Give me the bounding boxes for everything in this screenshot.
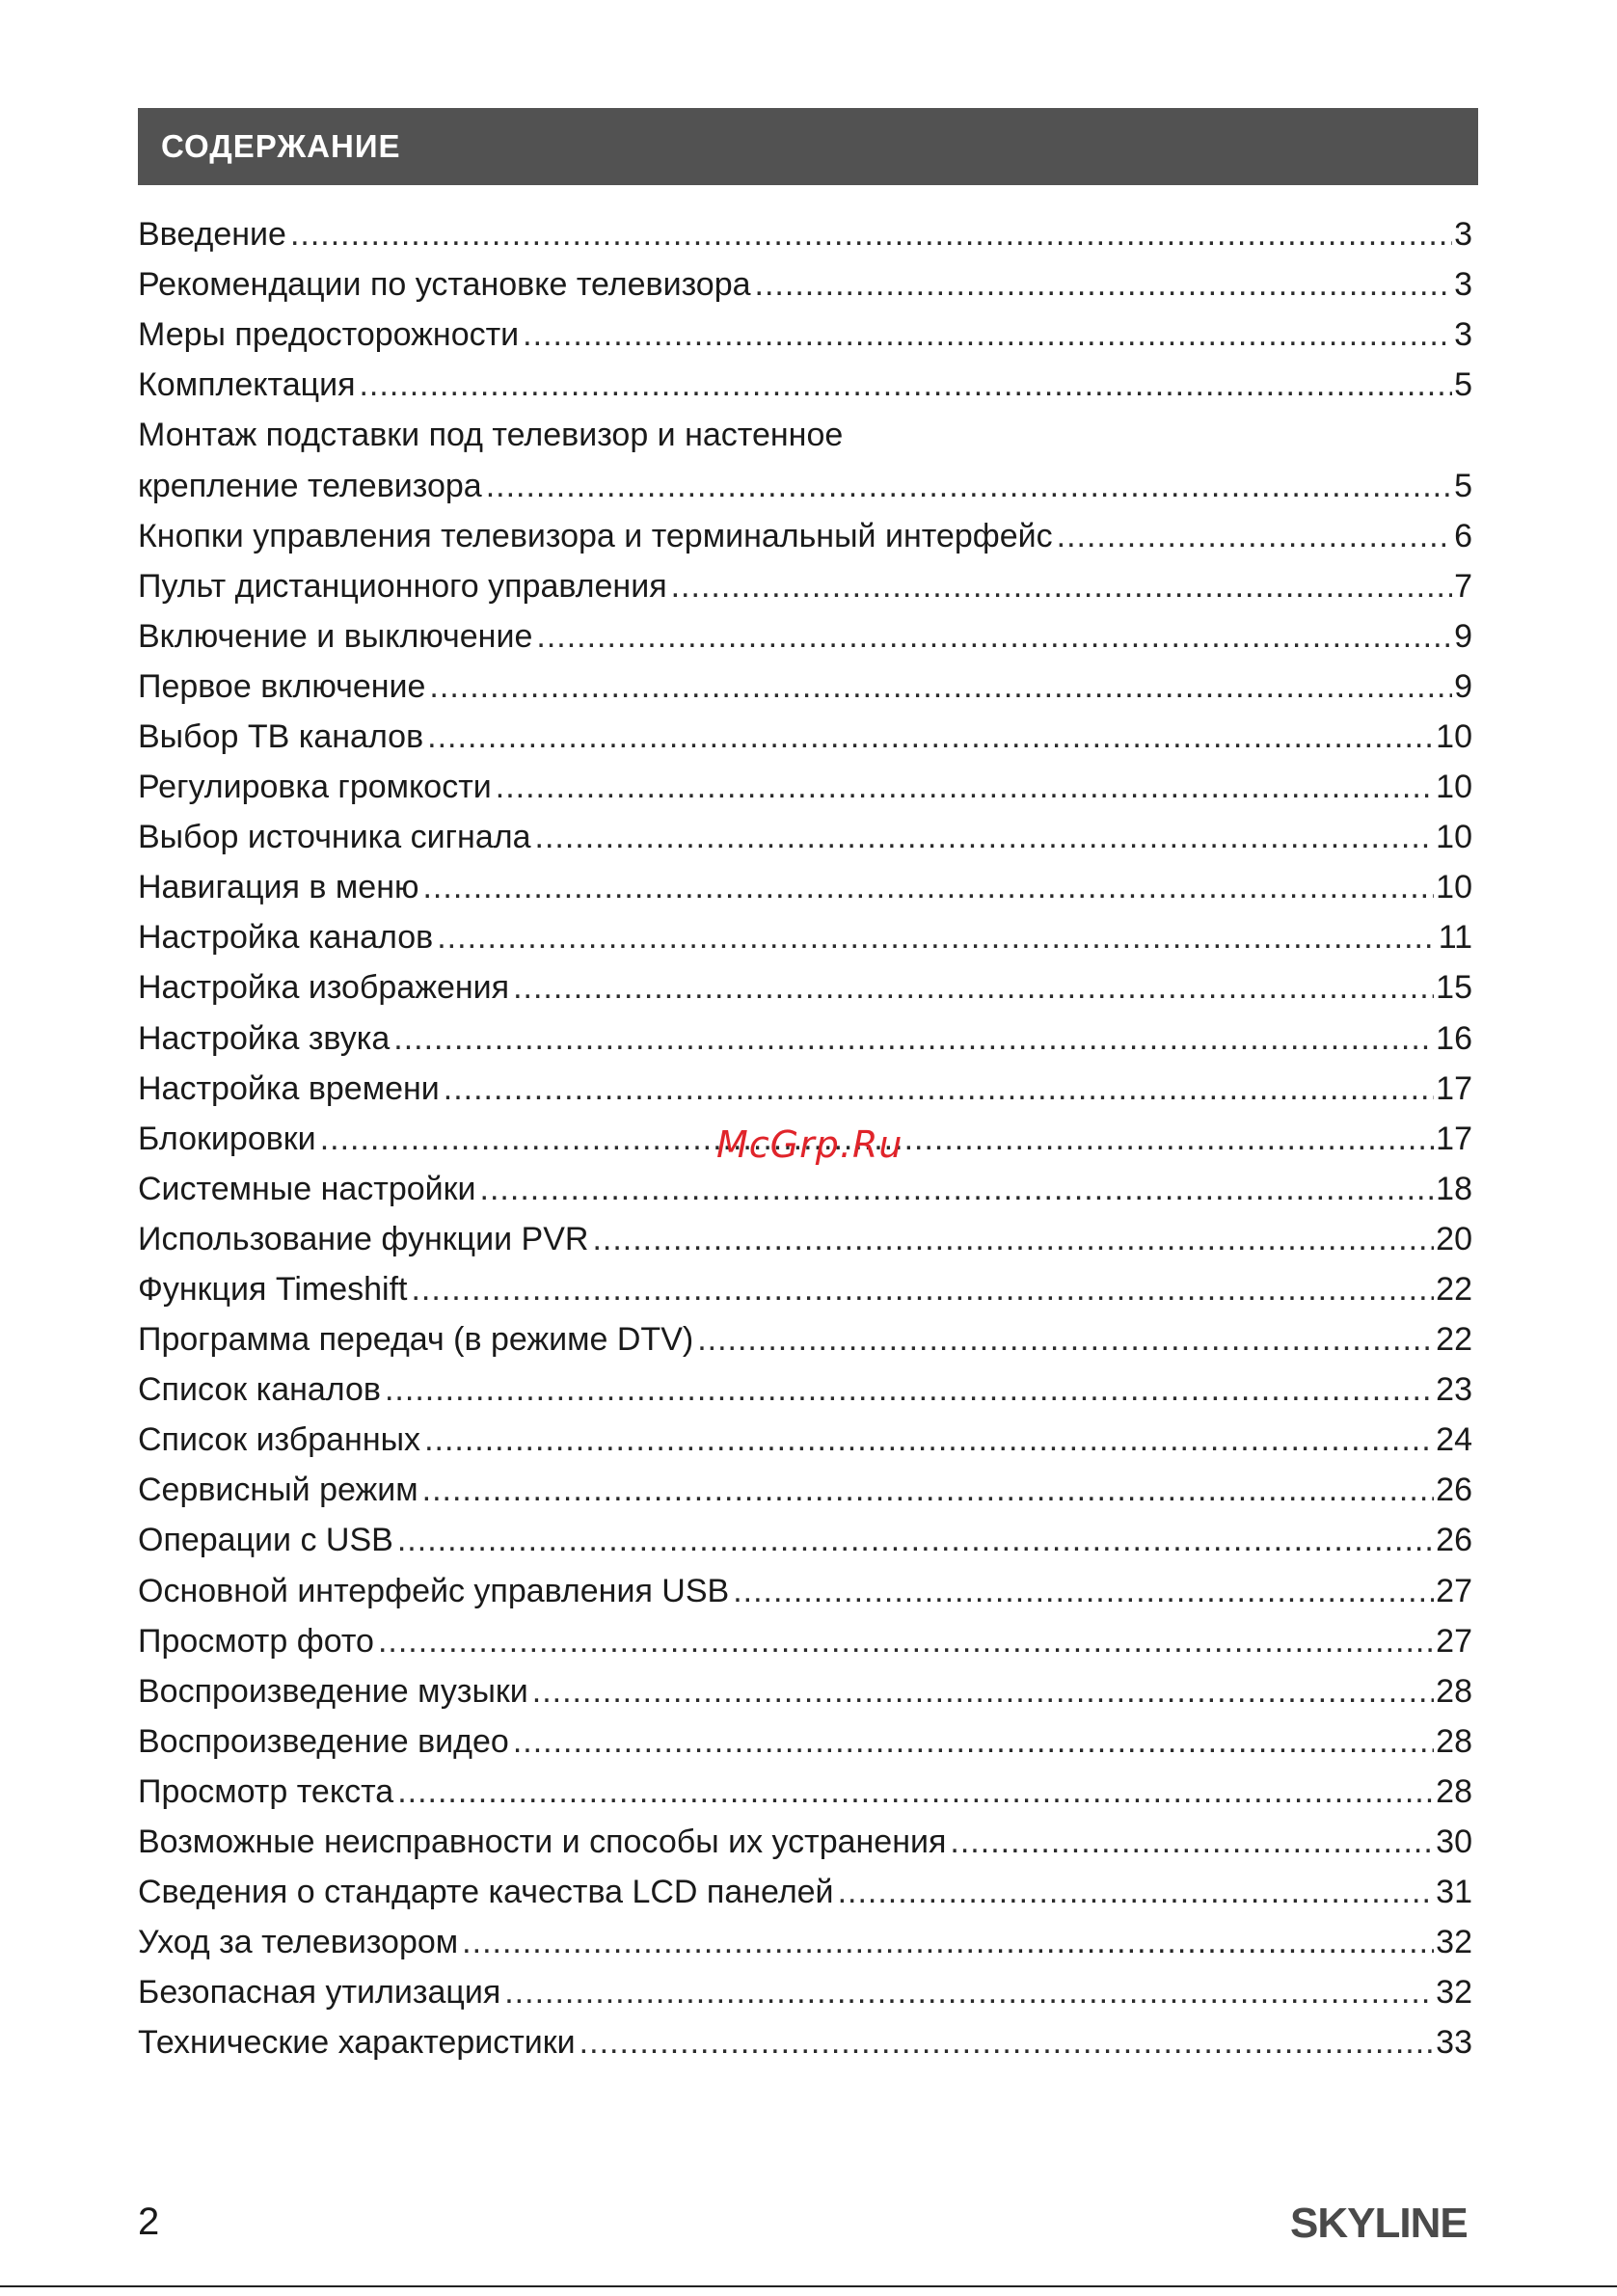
toc-entry-page: 22 — [1436, 1321, 1472, 1359]
toc-entry-page: 28 — [1436, 1722, 1472, 1760]
toc-entry — [138, 1314, 1472, 1364]
toc-entry-title: Включение и выключение — [138, 617, 533, 655]
toc-entry-title: Введение — [138, 216, 286, 254]
toc-dot-leader — [290, 209, 1452, 259]
toc-entry-page: 11 — [1438, 919, 1472, 957]
toc-dot-leader — [671, 561, 1452, 611]
toc-entry-page: 6 — [1454, 517, 1472, 554]
toc-entry-title: Комплектация — [138, 366, 356, 404]
toc-dot-leader — [480, 1164, 1435, 1214]
toc-entry — [138, 1917, 1472, 1967]
toc-entry-page: 17 — [1436, 1120, 1472, 1157]
toc-entry-page: 3 — [1454, 266, 1472, 304]
toc-dot-leader — [523, 310, 1452, 360]
toc-entry — [138, 1013, 1472, 1064]
toc-dot-leader — [592, 1214, 1434, 1264]
toc-entry — [138, 1264, 1472, 1314]
toc-entry-page: 15 — [1436, 969, 1472, 1007]
toc-entry-page: 28 — [1436, 1672, 1472, 1710]
toc-entry-page: 26 — [1436, 1522, 1472, 1559]
toc-entry-title: Пульт дистанционного управления — [138, 567, 667, 605]
toc-entry-title: Монтаж подставки под телевизор и настенное — [138, 417, 844, 454]
toc-entry — [138, 1817, 1472, 1867]
toc-entry-page: 3 — [1454, 216, 1472, 254]
toc-entry-title: Воспроизведение видео — [138, 1722, 509, 1760]
toc-dot-leader — [950, 1817, 1434, 1867]
toc-dot-leader — [359, 360, 1452, 410]
toc-entry-page: 17 — [1436, 1069, 1472, 1107]
toc-dot-leader — [733, 1566, 1434, 1616]
toc-dot-leader — [378, 1616, 1434, 1666]
toc-entry — [138, 1515, 1472, 1565]
toc-dot-leader — [535, 812, 1435, 862]
toc-entry-page: 18 — [1436, 1170, 1472, 1207]
toc-entry-page: 20 — [1436, 1220, 1472, 1257]
toc-entry-title: Меры предосторожности — [138, 316, 520, 354]
toc-entry-title: Использование функции PVR — [138, 1220, 589, 1257]
toc-entry-page: 16 — [1436, 1019, 1472, 1057]
toc-dot-leader — [422, 862, 1434, 912]
toc-dot-leader — [429, 662, 1452, 712]
toc-entry-title: Выбор источника сигнала — [138, 819, 531, 856]
toc-entry-page: 23 — [1436, 1371, 1472, 1409]
toc-entry-page: 30 — [1436, 1823, 1472, 1861]
toc-entry-page: 28 — [1436, 1772, 1472, 1810]
contents-title: СОДЕРЖАНИЕ — [161, 128, 401, 164]
toc-entry-page: 32 — [1436, 1924, 1472, 1961]
toc-entry-page: 31 — [1436, 1874, 1472, 1911]
toc-entry — [138, 209, 1472, 259]
toc-entry-page: 22 — [1436, 1271, 1472, 1309]
toc-entry-title: Настройка звука — [138, 1019, 391, 1057]
toc-entry — [138, 1064, 1472, 1114]
toc-entry-page: 9 — [1454, 617, 1472, 655]
toc-dot-leader — [1057, 511, 1452, 561]
toc-entry — [138, 1364, 1472, 1415]
toc-entry-title: Настройка каналов — [138, 919, 434, 957]
toc-entry-page: 26 — [1436, 1472, 1472, 1509]
toc-entry-title: Операции с USB — [138, 1522, 393, 1559]
toc-entry-page: 10 — [1436, 819, 1472, 856]
toc-entry-page: 24 — [1436, 1421, 1472, 1459]
toc-dot-leader — [513, 1716, 1434, 1767]
watermark: McGrp.Ru — [716, 1123, 903, 1166]
toc-entry — [138, 511, 1472, 561]
toc-entry — [138, 1566, 1472, 1616]
toc-dot-leader — [427, 712, 1434, 762]
toc-dot-leader — [504, 1967, 1434, 2017]
toc-dot-leader — [385, 1364, 1434, 1415]
toc-entry-title: крепление телевизора — [138, 467, 482, 504]
toc-entry-page: 32 — [1436, 1974, 1472, 2012]
toc-entry — [138, 1214, 1472, 1264]
toc-entry-title: Возможные неисправности и способы их устранения — [138, 1823, 947, 1861]
toc-dot-leader — [697, 1314, 1434, 1364]
toc-entry-title: Функция Timeshift — [138, 1271, 408, 1309]
toc-entry-title: Выбор ТВ каналов — [138, 717, 424, 755]
toc-dot-leader — [486, 461, 1452, 511]
toc-entry-page: 33 — [1436, 2024, 1472, 2062]
toc-dot-leader — [411, 1264, 1434, 1314]
toc-dot-leader — [755, 259, 1453, 310]
toc-entry-title: Список избранных — [138, 1421, 421, 1459]
toc-entry-title: Просмотр текста — [138, 1772, 394, 1810]
toc-entry — [138, 1967, 1472, 2017]
toc-entry — [138, 1415, 1472, 1465]
toc-entry-title: Технические характеристики — [138, 2024, 576, 2062]
toc-dot-leader — [579, 2017, 1435, 2067]
toc-entry-title: Просмотр фото — [138, 1622, 374, 1660]
toc-entry-title: Настройка времени — [138, 1069, 440, 1107]
toc-entry — [138, 1164, 1472, 1214]
toc-entry-page: 9 — [1454, 667, 1472, 705]
toc-entry-title: Системные настройки — [138, 1170, 476, 1207]
toc-dot-leader — [513, 962, 1434, 1013]
toc-entry-page: 5 — [1454, 366, 1472, 404]
toc-dot-leader — [536, 611, 1452, 662]
contents-header-bar — [138, 108, 1478, 185]
toc-dot-leader — [437, 912, 1436, 962]
toc-entry-title: Программа передач (в режиме DTV) — [138, 1321, 694, 1359]
toc-entry — [138, 1666, 1472, 1716]
bottom-divider — [0, 2285, 1617, 2287]
toc-entry — [138, 662, 1472, 712]
toc-dot-leader — [422, 1465, 1435, 1515]
toc-entry-page: 7 — [1454, 567, 1472, 605]
toc-entry — [138, 1465, 1472, 1515]
toc-entry-page: 27 — [1436, 1622, 1472, 1660]
toc-entry — [138, 912, 1472, 962]
toc-dot-leader — [462, 1917, 1434, 1967]
toc-entry — [138, 1716, 1472, 1767]
toc-dot-leader — [397, 1767, 1434, 1817]
toc-entry — [138, 310, 1472, 360]
toc-entry-title: Настройка изображения — [138, 969, 510, 1007]
toc-entry-title: Блокировки — [138, 1120, 316, 1157]
toc-entry-page: 10 — [1436, 869, 1472, 906]
toc-entry — [138, 712, 1472, 762]
toc-entry-title: Навигация в меню — [138, 869, 419, 906]
toc-entry-title: Рекомендации по установке телевизора — [138, 266, 751, 304]
toc-dot-leader — [444, 1064, 1434, 1114]
toc-entry — [138, 1767, 1472, 1817]
toc-entry — [138, 812, 1472, 862]
toc-entry-title: Сервисный режим — [138, 1472, 418, 1509]
toc-entry-title: Регулировка громкости — [138, 769, 492, 806]
page-number: 2 — [138, 2201, 160, 2243]
toc-dot-leader — [532, 1666, 1434, 1716]
toc-entry — [138, 1616, 1472, 1666]
toc-entry-title: Основной интерфейс управления USB — [138, 1572, 730, 1609]
toc-entry — [138, 611, 1472, 662]
brand-logo: SKYLINE — [1290, 2200, 1468, 2247]
toc-entry — [138, 762, 1472, 812]
toc-entry-page: 3 — [1454, 316, 1472, 354]
toc-dot-leader — [838, 1867, 1435, 1917]
toc-entry-title: Сведения о стандарте качества LCD панелей — [138, 1874, 834, 1911]
toc-dot-leader — [424, 1415, 1434, 1465]
toc-entry — [138, 561, 1472, 611]
toc-entry — [138, 1867, 1472, 1917]
toc-entry-page: 5 — [1454, 467, 1472, 504]
toc-entry-title: Кнопки управления телевизора и терминальный интерфейс — [138, 517, 1053, 554]
toc-dot-leader — [393, 1013, 1434, 1064]
toc-entry — [138, 410, 1472, 460]
toc-entry-title: Список каналов — [138, 1371, 381, 1409]
toc-entry — [138, 962, 1472, 1013]
toc-entry — [138, 2017, 1472, 2067]
toc-entry-title: Безопасная утилизация — [138, 1974, 501, 2012]
toc-entry-title: Первое включение — [138, 667, 426, 705]
toc-entry-page: 10 — [1436, 769, 1472, 806]
toc-entry-page: 10 — [1436, 717, 1472, 755]
toc-dot-leader — [496, 762, 1434, 812]
toc-entry-page: 27 — [1436, 1572, 1472, 1609]
toc-entry — [138, 862, 1472, 912]
toc-entry-title: Уход за телевизором — [138, 1924, 459, 1961]
toc-entry — [138, 360, 1472, 410]
toc-entry — [138, 259, 1472, 310]
toc-dot-leader — [397, 1515, 1434, 1565]
toc-entry — [138, 460, 1472, 510]
toc-entry-title: Воспроизведение музыки — [138, 1672, 528, 1710]
